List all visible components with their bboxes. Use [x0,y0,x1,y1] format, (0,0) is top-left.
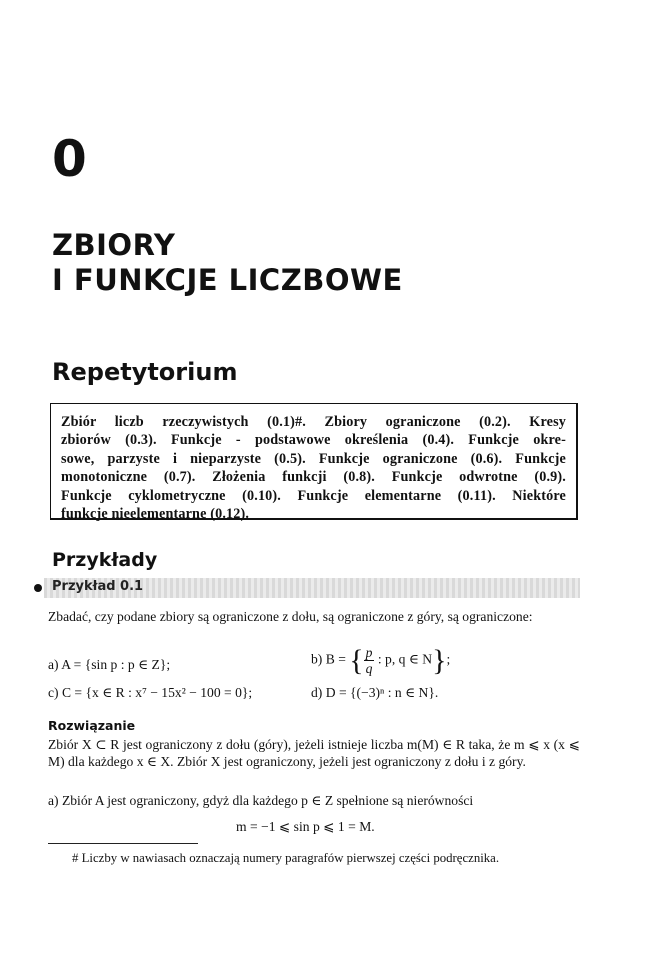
summary-line: monotoniczne (0.7). Złożenia funkcji (0.8). Funkcje odwrotne (0.9). [61,469,566,486]
summary-line: Zbiór liczb rzeczywistych (0.1)#. Zbiory ograniczone (0.2). Kresy [61,414,566,430]
task-item-b-suffix: : p, q ∈ N [377,651,433,667]
section-heading-przyklady: Przykłady [52,549,158,571]
solution-part-a: a) Zbiór A jest ograniczony, gdyż dla każdego p ∈ Z spełnione są nierówności [48,793,474,808]
task-item-c: c) C = {x ∈ R : x⁷ − 15x² − 100 = 0}; [48,685,253,700]
fraction-denominator: q [365,661,373,676]
solution-text: Zbiór X ⊂ R jest ograniczony z dołu (góry), jeżeli istnieje liczba m(M) ∈ R taka, że m ⩽ x (x ⩽ M) dla każdego x ∈ X. Zbiór X jest ograniczony, jeżeli jest ograniczony z dołu i z góry. [48,737,580,769]
example-task: Zbadać, czy podane zbiory są ograniczone z dołu, są ograniczone z góry, są ograniczone: [48,609,533,624]
footnote: # Liczby w nawiasach oznaczają numery paragrafów pierwszej części podręcznika. [72,851,500,865]
left-brace-icon: { [349,644,364,677]
chapter-title-line2: I FUNKCJE LICZBOWE [52,263,403,298]
summary-line: Funkcje cyklometryczne (0.10). Funkcje elementarne (0.11). Niektóre [61,487,566,504]
fraction-numerator: p [365,645,373,660]
fraction [364,645,375,676]
task-item-b: b) B = { $\frac{p}{q}$ : p, q ∈ N}; [311,644,451,677]
section-heading-repetytorium: Repetytorium [52,358,238,386]
summary-line: funkcje nieelementarne (0.12). [61,506,250,523]
chapter-title-line1: ZBIORY [52,228,176,262]
summary-line: sowe, parzyste i nieparzyste (0.5). Funkcje ograniczone (0.6). Funkcje [61,450,566,467]
chapter-number: 0 [52,130,87,188]
right-brace-icon: } [432,644,447,677]
summary-line: zbiorów (0.3). Funkcje - podstawowe określenia (0.4). Funkcje okre- [61,432,566,449]
task-item-d: d) D = {(−3)ⁿ : n ∈ N}. [311,685,439,700]
chapter-title [52,228,403,299]
summary-box [50,403,578,523]
example-label: Przykład 0.1 [52,579,144,594]
inequality-formula: m = −1 ⩽ sin p ⩽ 1 = M. [236,819,375,834]
solution-heading: Rozwiązanie [48,718,136,733]
bullet-icon [34,584,42,592]
task-item-a: a) A = {sin p : p ∈ Z}; [48,657,171,672]
footnote-divider [48,843,198,844]
task-item-b-prefix: b) B = [311,651,346,667]
